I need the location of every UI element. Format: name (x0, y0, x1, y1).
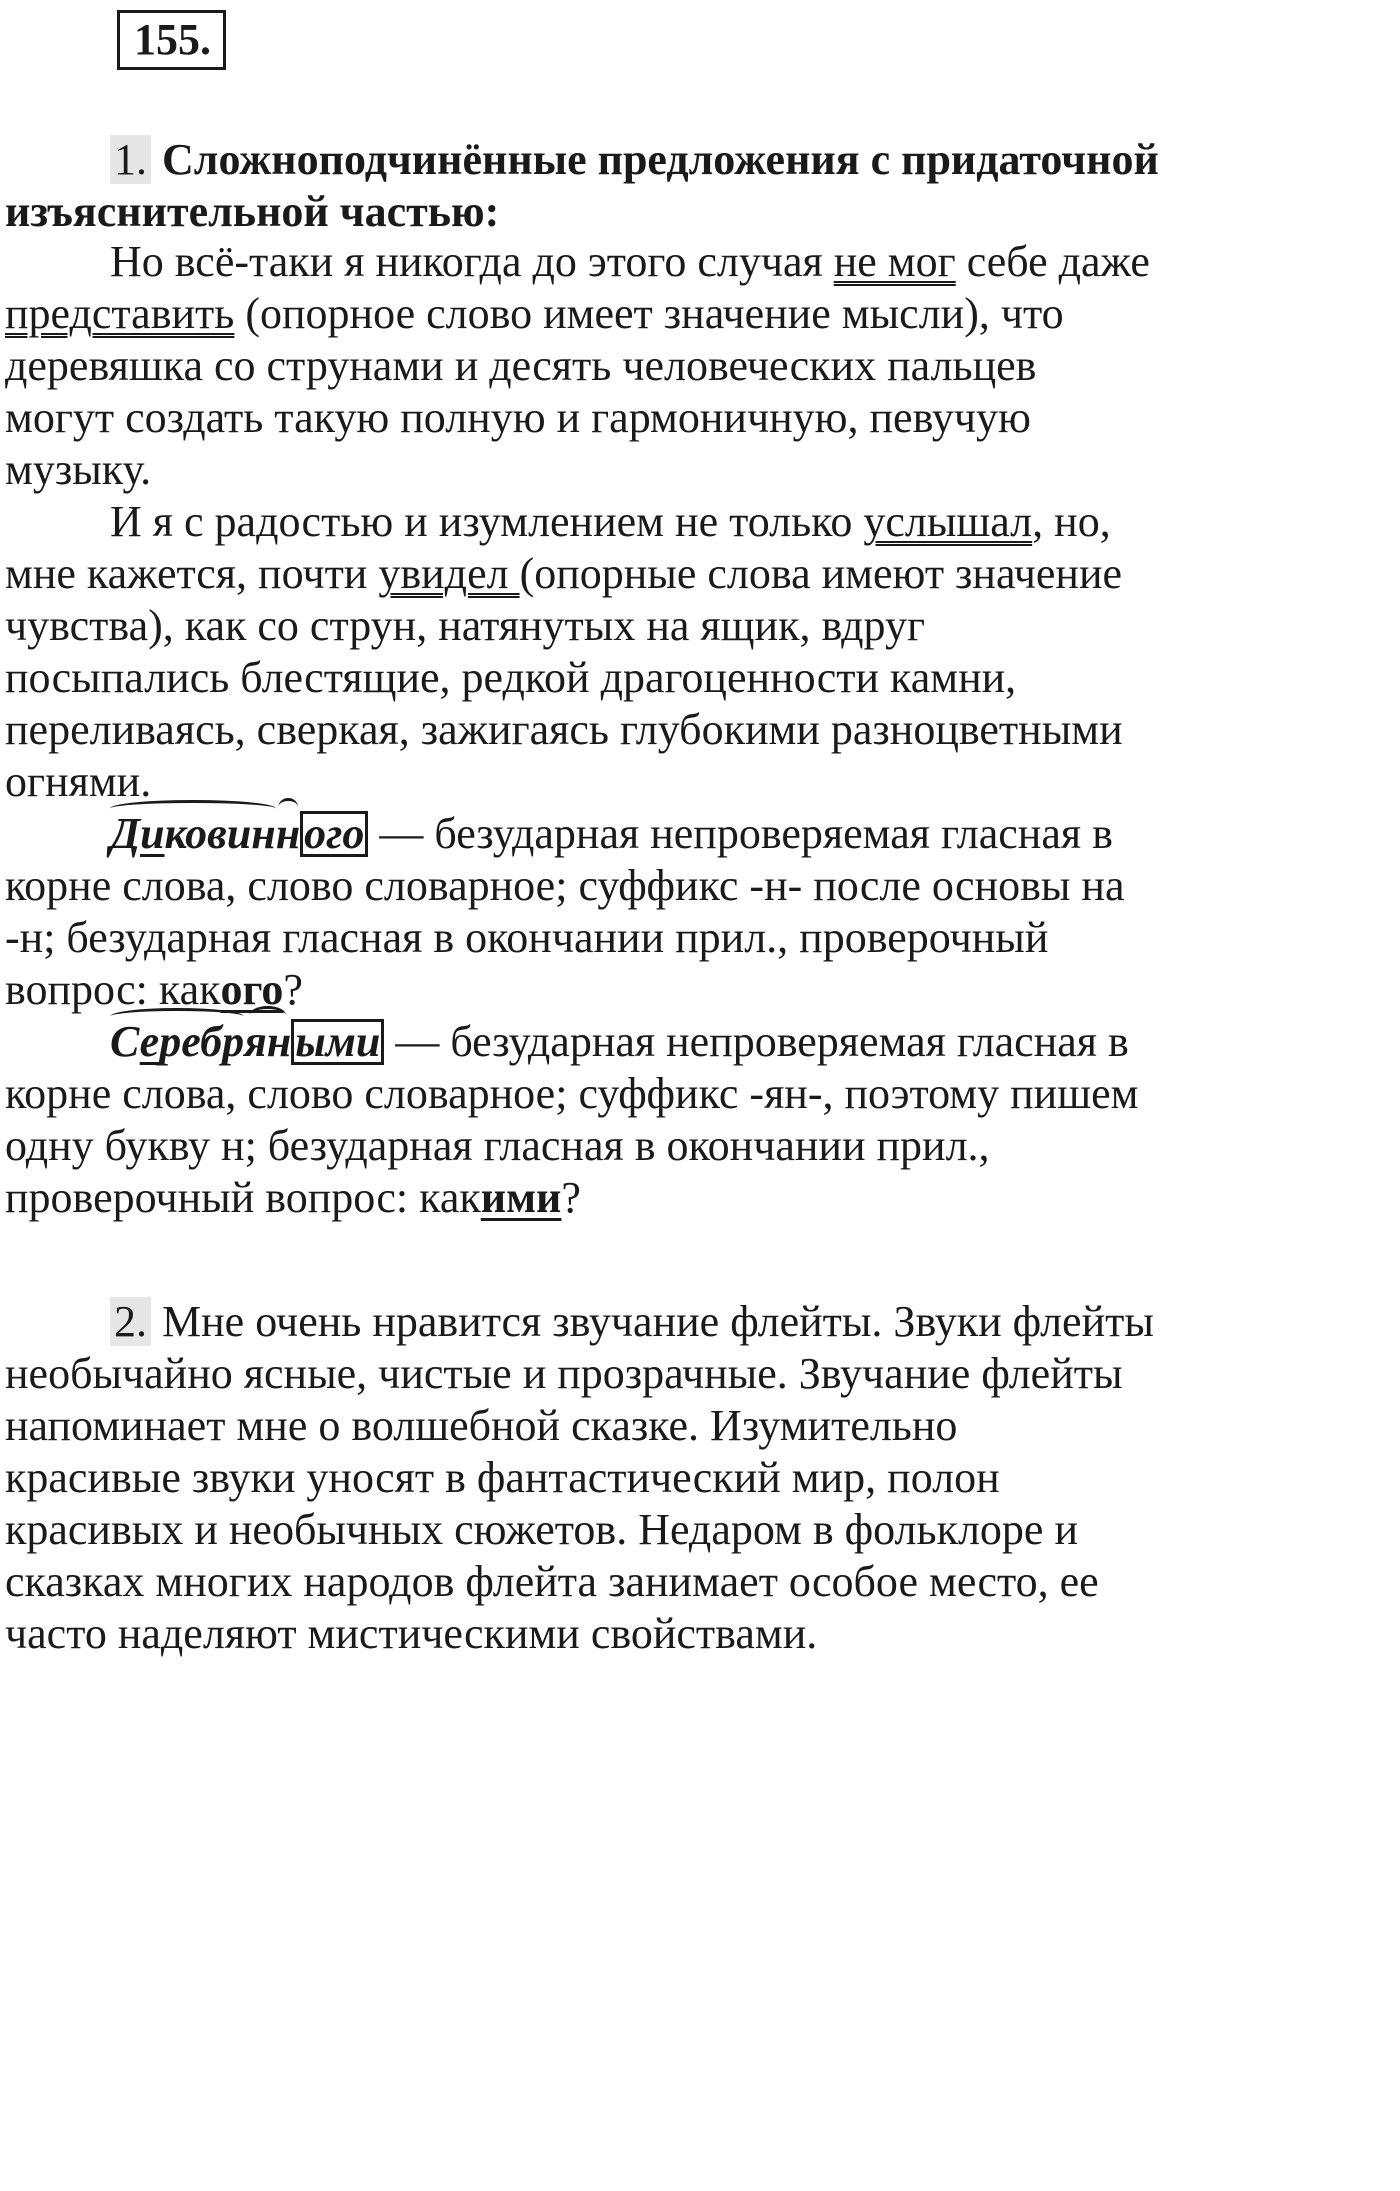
predicate: услышал (863, 497, 1033, 546)
s2-line4: посыпались блестящие, редкой драгоценности камни, (5, 653, 1017, 702)
s1-line5: музыку. (5, 445, 152, 494)
vowel: е (139, 1017, 160, 1066)
task-number-box (117, 10, 226, 70)
predicate: не мог (833, 237, 956, 286)
s1-line1 (110, 236, 1150, 288)
s2-line2 (5, 548, 1122, 600)
part2-line5: красивых и необычных сюжетов. Недаром в фольклоре и (5, 1505, 1078, 1554)
text: — безударная непроверяемая гласная в (368, 809, 1113, 858)
text: (опорное слово имеет значение мысли), что (234, 289, 1064, 338)
part1-heading-line2: изъяснительной частью: (5, 187, 500, 236)
s2-line5: переливаясь, сверкая, зажигаясь глубокими разноцветными (5, 705, 1123, 754)
text: проверочный вопрос: как (5, 1173, 481, 1222)
ending-underlined: ого (220, 965, 284, 1014)
predicate: представить (5, 289, 235, 338)
predicate: увидел (378, 549, 520, 598)
w1-line2: корне слова, слово словарное; суффикс -н- после основы на (5, 861, 1125, 910)
word-serebr-ending: ыми (291, 1019, 384, 1065)
part2-line4: красивые звуки уносят в фантастический мир, полон (5, 1453, 1000, 1502)
part1-heading-a: Сложноподчинённые предложения с придаточной (151, 135, 1159, 184)
word-serebr-root (110, 1016, 244, 1068)
s1-line4: могут создать такую полную и гармоничную, певучую (5, 393, 1031, 442)
word-diko-root (110, 808, 276, 860)
letters: ребр (159, 1017, 245, 1066)
s2-line3: чувства), как со струн, натянутых на ящик, вдруг (5, 601, 926, 650)
part2-line6: сказках многих народов флейта занимает особое место, ее (5, 1557, 1099, 1606)
s1-line2 (5, 288, 1064, 340)
word-diko-ending: ого (300, 811, 368, 857)
text: Мне очень нравится звучание флейты. Звуки флейты (151, 1297, 1154, 1346)
w2-line1 (110, 1016, 1129, 1068)
w2-line2: корне слова, слово словарное; суффикс -ян-, поэтому пишем (5, 1069, 1139, 1118)
text: ? (283, 965, 303, 1014)
text: себе даже (955, 237, 1150, 286)
part2-line1 (110, 1296, 1154, 1348)
text: И я с радостью и изумлением не только (110, 497, 864, 546)
s1-line3: деревяшка со струнами и десять человеческих пальцев (5, 341, 1037, 390)
vowel: и (140, 809, 165, 858)
part2-line2: необычайно ясные, чистые и прозрачные. Звучание флейты (5, 1349, 1123, 1398)
s2-line1 (110, 496, 1111, 548)
word-serebr-suffix: ян (244, 1017, 292, 1066)
task-number: 155. (134, 15, 211, 64)
word-diko-suffix: н (275, 809, 301, 858)
w2-line3: одну букву н; безударная гласная в окончании прил., (5, 1121, 990, 1170)
s2-line6: огнями. (5, 757, 152, 806)
text: мне кажется, почти (5, 549, 379, 598)
part2-number: 2. (110, 1297, 151, 1346)
letters: ковин (164, 809, 276, 858)
w1-line3: -н; безударная гласная в окончании прил., проверочный (5, 913, 1049, 962)
text: (опорные слова имеют значение (519, 549, 1123, 598)
text: — безударная непроверяемая гласная в (384, 1017, 1129, 1066)
w1-line1 (110, 808, 1113, 860)
part1-number: 1. (110, 135, 151, 184)
part1-heading-line1 (110, 134, 1159, 186)
text: Но всё-таки я никогда до этого случая (110, 237, 834, 286)
text: вопрос: как (5, 965, 221, 1014)
part2-line3: напоминает мне о волшебной сказке. Изумительно (5, 1401, 958, 1450)
letter: С (110, 1017, 140, 1066)
text: , но, (1032, 497, 1111, 546)
letter: Д (110, 809, 141, 858)
text: ? (561, 1173, 581, 1222)
part2-line7: часто наделяют мистическими свойствами. (5, 1609, 818, 1658)
ending-underlined: ими (480, 1173, 562, 1222)
w2-line4 (5, 1172, 581, 1224)
